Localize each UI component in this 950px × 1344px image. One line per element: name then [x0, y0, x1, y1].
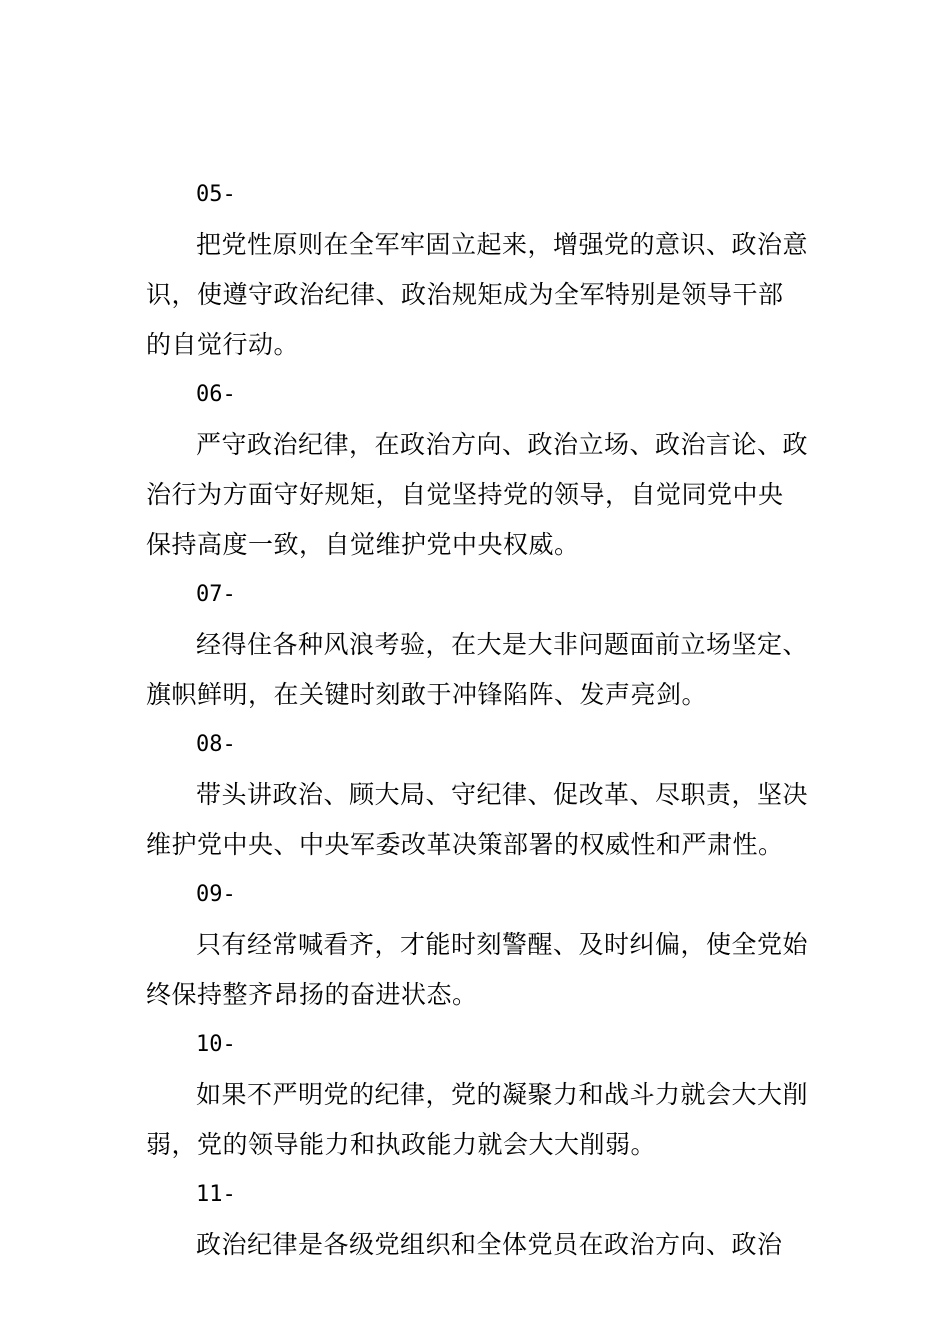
item-paragraph: 带头讲政治、顾大局、守纪律、促改革、尽职责，坚决维护党中央、中央军委改革决策部署的权威性和严肃性。 — [146, 780, 809, 859]
item-number: 06- — [196, 382, 236, 407]
item-paragraph: 政治纪律是各级党组织和全体党员在政治方向、政治 — [196, 1230, 783, 1259]
item-number: 11- — [196, 1182, 236, 1207]
item-paragraph: 严守政治纪律，在政治方向、政治立场、政治言论、政治行为方面守好规矩，自觉坚持党的领导，自觉同党中央保持高度一致，自觉维护党中央权威。 — [146, 430, 809, 559]
item-paragraph: 把党性原则在全军牢固立起来，增强党的意识、政治意识，使遵守政治纪律、政治规矩成为全军特别是领导干部的自觉行动。 — [146, 230, 809, 359]
item-paragraph: 如果不严明党的纪律，党的凝聚力和战斗力就会大大削弱，党的领导能力和执政能力就会大大削弱。 — [146, 1080, 809, 1159]
item-paragraph: 经得住各种风浪考验，在大是大非问题面前立场坚定、旗帜鲜明，在关键时刻敢于冲锋陷阵、发声亮剑。 — [146, 630, 809, 709]
item-number: 10- — [196, 1032, 236, 1057]
item-number: 09- — [196, 882, 236, 907]
item-number: 07- — [196, 582, 236, 607]
item-number: 05- — [196, 182, 236, 207]
item-paragraph: 只有经常喊看齐，才能时刻警醒、及时纠偏，使全党始终保持整齐昂扬的奋进状态。 — [146, 930, 809, 1009]
item-number: 08- — [196, 732, 236, 757]
document-body — [146, 170, 808, 1270]
